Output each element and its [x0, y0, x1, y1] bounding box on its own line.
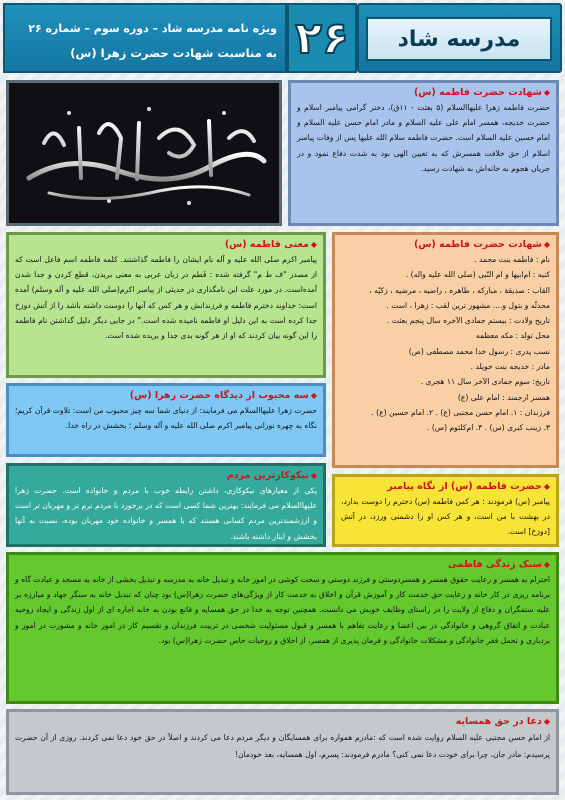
section-title-text: سه محبوب از دیدگاه حضرت زهرا (س) — [129, 390, 309, 401]
header — [3, 3, 562, 73]
masthead — [357, 3, 562, 73]
section-title — [15, 716, 550, 727]
info-line: محدثّه و بتول و.... مشهور ترین لقب : زهرا ، است . — [386, 300, 550, 310]
section-title-text: حضرت فاطمه (س) از نگاه پیامبر — [387, 481, 542, 492]
section-title — [341, 481, 550, 492]
section-title — [297, 87, 550, 98]
section-nikokari — [6, 463, 326, 547]
bullet-icon: ◆ — [543, 88, 550, 97]
section-title — [15, 470, 317, 481]
info-line: فرزندان : ۱. امام حسن مجتبی (ع) . ۲. امام حسین (ع) . — [371, 407, 550, 417]
info-line: مادر : خدیجه بنت خویلد . — [470, 362, 550, 372]
info-line: کنیه : ام‌ابیها و ام النّبی (صلی الله علیه واله) . — [405, 270, 550, 280]
section-negah — [332, 474, 559, 547]
section-title-text: شهادت حضرت فاطمه (س) — [413, 87, 542, 98]
masthead-title: مدرسه شاد — [366, 17, 552, 61]
info-line: القاب : صدیقة ، مبارکه ، طاهره ، راضیه ، مرضیه ، زکیّه ، — [369, 285, 550, 295]
info-line: نسب پدری : رسول خدا محمد مصطفی (ص) — [408, 346, 550, 356]
section-title-text: شهادت حضرت فاطمه (س) — [413, 239, 542, 250]
section-text: یکی از معیارهای نیکوکاری، داشتن رابطه خوب با مردم و خانواده است. حضرت زهرا علیهاالسلام می فرمایند: بهترین شما کسی است که در برخورد با مردم نرم تر و مهربان تر است و ارزشمندترین مردم کسانی هستند که با همسر و خانواده خود مهربان بوده، نسبت به آنها بخشش و ایثار داشته باشند. — [15, 486, 317, 541]
section-text: حضرت زهرا علیهاالسلام می فرمایند: از دنیای شما سه چیز محبوب من است: تلاوت قرآن کریم؛ نگاه به چهره نورانی پیامبر اکرم صلی الله علیه و آله وسلم ؛ بخشش در راه خدا. — [15, 406, 317, 431]
info-line: همسر ارجمند : امام علی (ع) — [457, 392, 550, 402]
section-shahadat — [288, 80, 559, 226]
section-text: پیامبر (ص) فرمودند : هر کس فاطمه (س) دخترم را دوست بدارد، در بهشت با من است، و هر کس او را دشمنی ورزد، در آتش [دوزخ] است. — [341, 497, 550, 537]
section-title — [341, 239, 550, 250]
section-text: از امام حسن مجتبی علیه السلام روایت شده است که :مادرم همواره برای همسایگان و دیگر مردم دعا می کردند و اصلاً در حق خود دعا نمی کردند. روزی از آن حضرت پرسیدم: مادر جان، چرا برای خودت دعا نمی کنی؟ مادرم فرمودند: پسرم، اول همسایه، بعد خودمان! — [15, 733, 550, 759]
section-mahboob — [6, 383, 326, 457]
section-title-text: دعا در حق همسایه — [455, 716, 542, 727]
calligraphy-image — [9, 83, 279, 223]
calligraphy-art — [9, 83, 279, 223]
section-text: حضرت فاطمه زهرا علیهاالسلام (۵ بعثت - ۱۱ق)، دختر گرامی پیامبر اسلام و حضرت خدیجه، همسر امام علی علیه السلام و مادر امام حسن علیه السلام و امام حسین علیه السلام است. حضرت فاطمه سلام الله علیها پس از وفات پیامبر اسلام از حق خلافت همسرش که به تعیین الهی بود به شدت دفاع نمود و در جریان هجوم به خانه‌اش به شهادت رسید. — [297, 103, 550, 173]
bullet-icon: ◆ — [543, 717, 550, 726]
section-title — [15, 559, 550, 570]
section-text: پیامبر اکرم صلی الله علیه و آله نام ایشان را فاطمه گذاشتند. کلمه فاطمه اسم فاعل است که از مصدر "ف ط م" گرفته شده : فَطم در زبان عربی به معنی بریدن، قطع کردن و جدا شدن آمده‌است. در مورد علت این نامگذاری در حدیثی از پیامبر اکرم(صلی الله علیه و آله وسلم) آمده است: خداوند دخترم فاطمه و فرزندانش و هر کس که آنها را دوست داشته باشد را از آتش دوزخ جدا کرده است به این دلیل او فاطمه نامیده شده است." در جایی دیگر دلیل گذاشتن نام فاطمه را این گونه بیان کردند که او از هر گونه بدی جدا و بریده شده است. — [15, 255, 317, 341]
info-line: محل تولد : مکه معظمه — [475, 331, 550, 341]
bullet-icon: ◆ — [543, 560, 550, 569]
section-text: احترام به همسر و رعایت حقوق همسر و همسردوستی و فرزند دوستی و سخت کوشی در امور خانه و تبدیل خانه به مدرسه و تبدیل بخشی از خانه به مسجد و عبادت گاه و برنامه ریزی در کار خانه و رعایت حق خدمت کار و آموزش قرآن و اخلاق به خدمت کار از ویژگی‌های حضرت زهرا(س) بود چنان که تبدیل خانه به سنگر جهاد و مبارزه بر علیه ستمگران و دفاع از ولایت را در راستای وظایف خویش می دانست. همچنین توجه به خدا در حق همسایه و قانع بودن به خانه اجاره ای از اول زندگی و ایجاد روحیه عبادت و اتفاق گروهی و خانوادگی در بین اعضا و رعایت تفاهم با همسر و قبول مسئولیت شخصی در تربیت فرزندان و تقسیم کار در امور خانه و مشورت در امور و بردباری و تحمل فقر خانوادگی و مشکلات خانوادگی و فرمان پذیری از همسر، از اخلاق و روحیات خاص حضرت زهرا(س) بود. — [14, 575, 550, 645]
section-shenasname — [332, 232, 559, 468]
header-info — [3, 3, 287, 73]
info-line: نام : فاطمه بنت محمد . — [474, 255, 550, 264]
bullet-icon: ◆ — [543, 482, 550, 491]
section-title — [15, 390, 317, 401]
bullet-icon: ◆ — [310, 391, 317, 400]
info-line: ۳. زینب کبری (س) . ۴. ام‌کلثوم (س) . — [427, 423, 550, 433]
bullet-icon: ◆ — [543, 240, 550, 249]
issue-number: ۲۶ — [295, 12, 349, 64]
bullet-icon: ◆ — [310, 471, 317, 480]
info-line: تاریخ: سوم جمادی الآخر سال ۱۱ هجری . — [420, 377, 550, 387]
section-title — [15, 239, 317, 250]
section-title-text: معنی فاطمه (س) — [224, 239, 309, 250]
section-sabk — [6, 552, 559, 704]
header-subtitle-1: ویژه نامه مدرسه شاد – دوره سوم – شماره ۲۶ — [28, 22, 277, 35]
info-line: تاریخ ولادت : بیستم جمادی الآخره سال پنجم بعثت . — [387, 316, 550, 326]
header-subtitle-2: به مناسبت شهادت حضرت زهرا (س) — [70, 46, 277, 60]
section-doa — [6, 709, 559, 795]
section-title-text: نیکوکارترین مردم — [226, 470, 309, 481]
calligraphy-banner — [6, 80, 282, 226]
section-mana — [6, 232, 326, 378]
section-title-text: سبک زندگی فاطمی — [447, 559, 542, 570]
bullet-icon: ◆ — [310, 240, 317, 249]
issue-number-badge — [287, 3, 357, 73]
